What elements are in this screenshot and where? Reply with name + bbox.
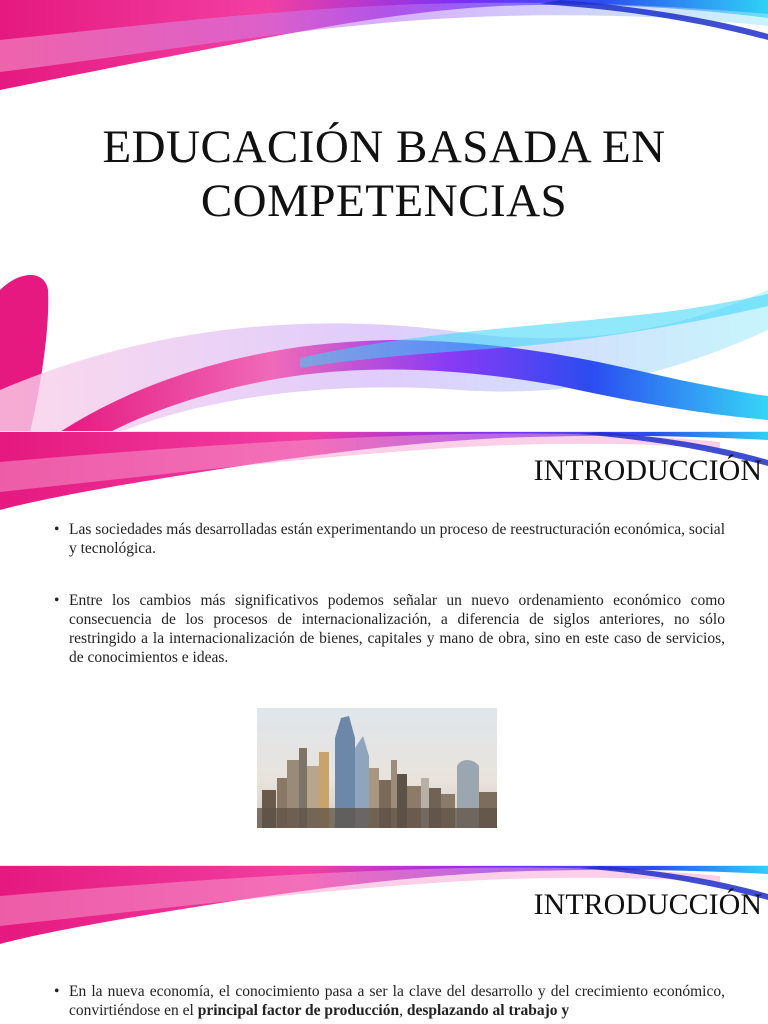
bullet-list	[54, 982, 725, 1020]
bottom-wave-decoration	[0, 270, 768, 432]
bullet-separator: ,	[399, 1002, 407, 1019]
bullet-item	[54, 982, 725, 1020]
bullet-bold-text: desplazando al trabajo y	[406, 1002, 570, 1019]
bullet-item: • Las sociedades más desarrolladas están experimentando un proceso de reestructuración económica, social y tecnológica.	[54, 520, 725, 558]
slide-introduction-2	[0, 866, 768, 1024]
slide-introduction-1	[0, 432, 768, 866]
title-line-1: EDUCACIÓN BASADA EN	[102, 121, 666, 173]
presentation-title	[0, 120, 768, 228]
bullet-text: En la nueva economía, el conocimiento pasa a ser la clave del desarrollo y del crecimiento económico, convirtiéndose en el	[69, 983, 725, 1019]
city-skyline-photo	[257, 708, 497, 828]
top-wave-decoration	[0, 0, 768, 100]
title-line-2: COMPETENCIAS	[200, 175, 568, 227]
bullet-bold-text: principal factor de producción	[197, 1002, 400, 1019]
section-heading: INTRODUCCIÓN	[533, 454, 762, 487]
section-heading: INTRODUCCIÓN	[533, 888, 762, 921]
bullet-list	[54, 520, 725, 667]
bullet-item: • Entre los cambios más significativos podemos señalar un nuevo ordenamiento económico como consecuencia de los procesos de internacionalización, a diferencia de siglos anteriores, no sólo restringido a la internacionalización de bienes, capitales y mano de obra, sino en este caso de servicios, de conocimientos e ideas.	[54, 591, 725, 667]
slide-title	[0, 0, 768, 432]
